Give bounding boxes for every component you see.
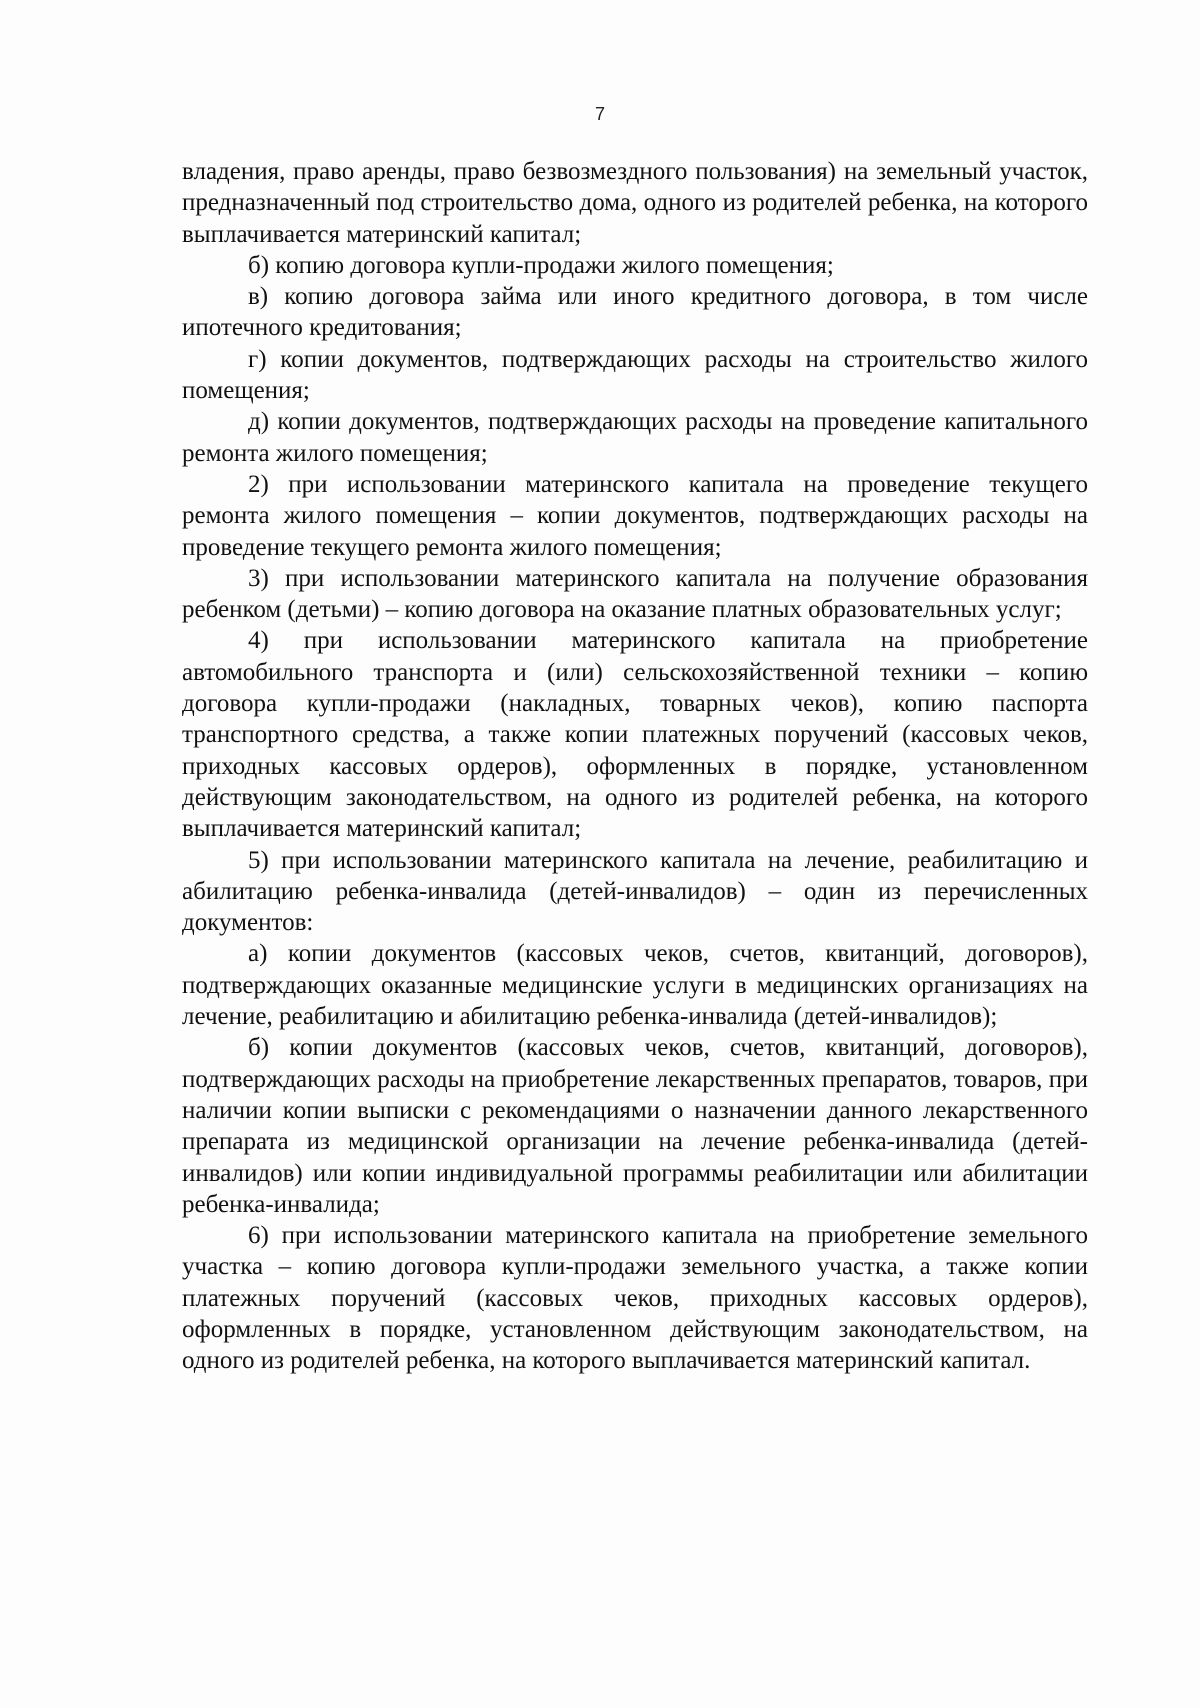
paragraph-item-6-land-plot: 6) при использовании материнского капитала на приобретение земельного участка – копию договора купли-продажи земельного участка, а также копии платежных поручений (кассовых чеков, приходных кассовых ордеров), оформленных в порядке, установленном действующим законодательством, на одного из родителей ребенка, на которого выплачивается материнский капитал. [182,1222,1088,1375]
paragraph-item-d-capital-repair-expenses: д) копии документов, подтверждающих расходы на проведение капитального ремонта жилого помещения; [182,408,1088,467]
document-body [182,156,1088,1377]
paragraph-item-4-vehicles: 4) при использовании материнского капитала на приобретение автомобильного транспорта и (или) сельскохозяйственной техники – копию договора купли-продажи (накладных, товарных чеков), копию паспорта транспортного средства, а также копии платежных поручений (кассовых чеков, приходных кассовых ордеров), оформленных в порядке, установленном действующим законодательством, на одного из родителей ребенка, на которого выплачивается материнский капитал; [182,627,1088,843]
paragraph-item-5-treatment: 5) при использовании материнского капитала на лечение, реабилитацию и абилитацию ребенка-инвалида (детей-инвалидов) – один из перечисленных документов: [182,846,1088,937]
paragraph-ownership-continuation: владения, право аренды, право безвозмездного пользования) на земельный участок, предназначенный под строительство дома, одного из родителей ребенка, на которого выплачивается материнский капитал; [182,158,1088,248]
paragraph-item-b-purchase-contract: б) копию договора купли-продажи жилого помещения; [248,251,834,279]
paragraph-item-3-education: 3) при использовании материнского капитала на получение образования ребенком (детьми) – копию договора на оказание платных образовательных услуг; [182,564,1088,624]
paragraph-item-5a-medical-services: а) копии документов (кассовых чеков, счетов, квитанций, договоров), подтверждающих оказанные медицинские услуги в медицинских организациях на лечение, реабилитацию и абилитацию ребенка-инвалида (детей-инвалидов); [182,940,1088,1031]
paragraph-item-g-construction-expenses: г) копии документов, подтверждающих расходы на строительство жилого помещения; [182,345,1088,405]
paragraph-item-2-current-repair: 2) при использовании материнского капитала на проведение текущего ремонта жилого помещения – копии документов, подтверждающих расходы на проведение текущего ремонта жилого помещения; [182,470,1088,561]
paragraph-item-5b-medicines: б) копии документов (кассовых чеков, счетов, квитанций, договоров), подтверждающих расходы на приобретение лекарственных препаратов, товаров, при наличии копии выписки с рекомендациями о назначении данного лекарственного препарата из медицинской организации на лечение ребенка-инвалида (детей-инвалидов) или копии индивидуальной программы реабилитации или абилитации ребенка-инвалида; [182,1034,1088,1218]
page-number: 7 [594,104,605,124]
paragraph-item-v-loan-contract: в) копию договора займа или иного кредитного договора, в том числе ипотечного кредитования; [182,283,1088,342]
